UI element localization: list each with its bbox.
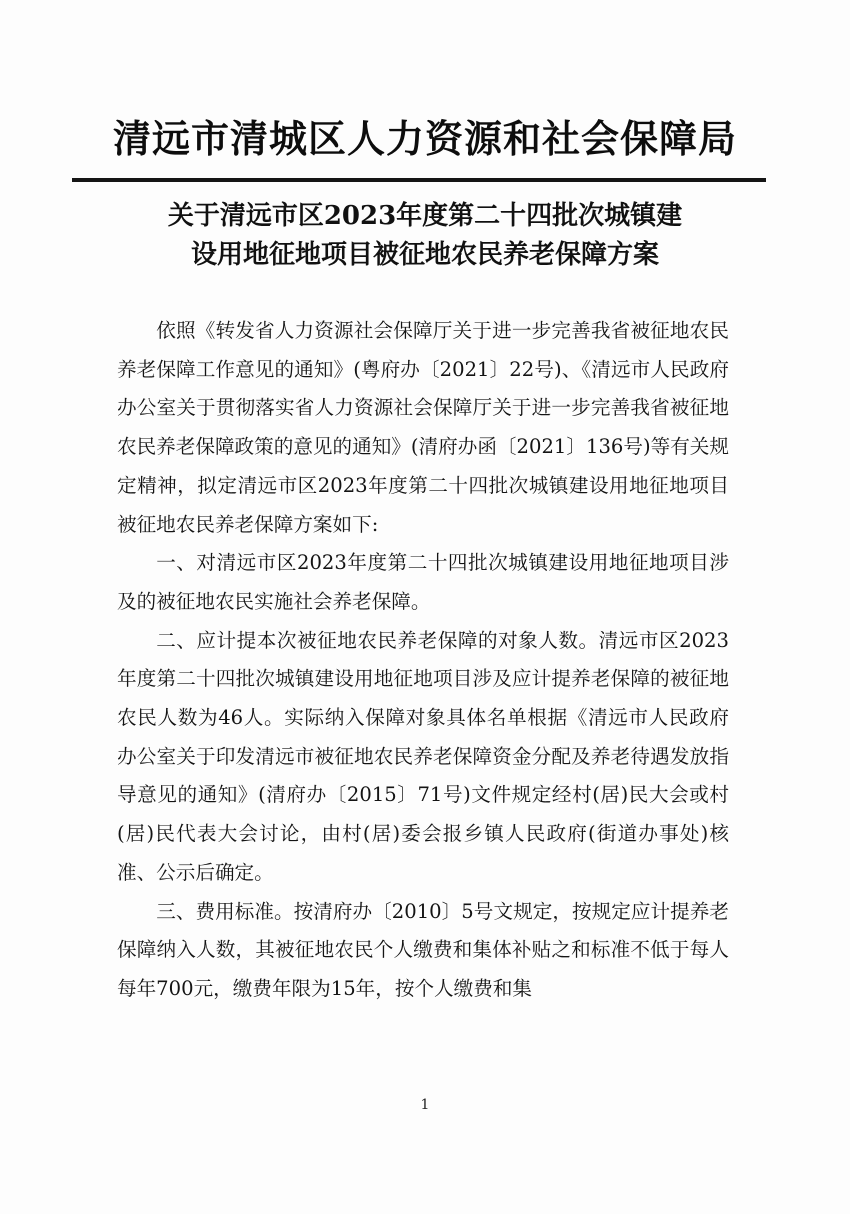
agency-header: 清远市清城区人力资源和社会保障局 — [112, 116, 737, 161]
body-paragraph: 二、应计提本次被征地农民养老保障的对象人数。清远市区2023年度第二十四批次城镇建设用地征地项目涉及应计提养老保障的被征地农民人数为46人。实际纳入保障对象具体名单根据《清远市人民政府办公室关于印发清远市被征地农民养老保障资金分配及养老待遇发放指导意见的通知》(清府办〔2015〕71号)文件规定经村(居)民大会或村(居)民代表大会讨论，由村(居)委会报乡镇人民政府(街道办事处)核准、公示后确定。 — [117, 628, 729, 884]
header-divider — [72, 178, 766, 182]
body-paragraph: 三、费用标准。按清府办〔2010〕5号文规定，按规定应计提养老保障纳入人数，其被征地农民个人缴费和集体补贴之和标准不低于每人每年700元，缴费年限为15年，按个人缴费和集 — [117, 899, 729, 1000]
body-paragraph: 一、对清远市区2023年度第二十四批次城镇建设用地征地项目涉及的被征地农民实施社会养老保障。 — [117, 551, 729, 613]
body-paragraph: 依照《转发省人力资源社会保障厅关于进一步完善我省被征地农民养老保障工作意见的通知》(粤府办〔2021〕22号)、《清远市人民政府办公室关于贯彻落实省人力资源社会保障厅关于进一步完善我省被征地农民养老保障政策的意见的通知》(清府办函〔2021〕136号)等有关规定精神，拟定清远市区2023年度第二十四批次城镇建设用地征地项目被征地农民养老保障方案如下: — [117, 319, 729, 536]
document-title — [60, 197, 790, 275]
page-number: 1 — [420, 1097, 430, 1113]
document-body — [117, 312, 729, 1009]
document-title-line-1: 关于清远市区2023年度第二十四批次城镇建 — [167, 201, 683, 231]
document-title-line-2: 设用地征地项目被征地农民养老保障方案 — [190, 240, 659, 270]
